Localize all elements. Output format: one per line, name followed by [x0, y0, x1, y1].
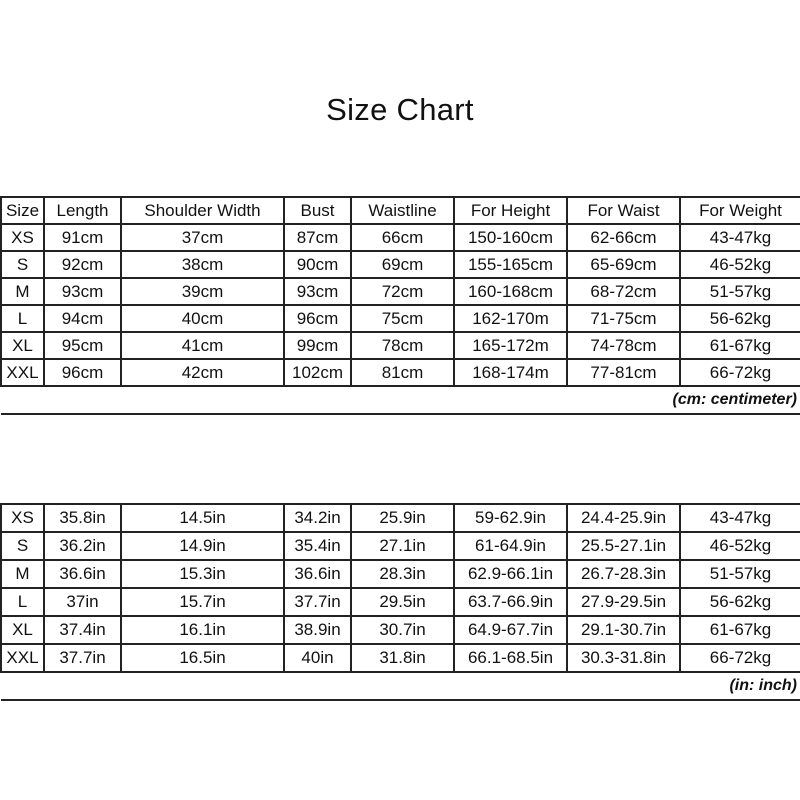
table-cell: 66.1-68.5in [454, 644, 567, 672]
table-cell: 36.2in [44, 532, 121, 560]
table-cell: 34.2in [284, 504, 351, 532]
table-cell: 66cm [351, 224, 454, 251]
column-header: For Height [454, 197, 567, 224]
table-row [1, 560, 800, 588]
table-cell: 72cm [351, 278, 454, 305]
size-table-cm [0, 196, 800, 415]
size-cell: L [1, 305, 44, 332]
table-cell: 94cm [44, 305, 121, 332]
table-cell: 96cm [44, 359, 121, 386]
size-cell: XXL [1, 359, 44, 386]
table-cell: 40in [284, 644, 351, 672]
table-cell: 43-47kg [680, 224, 800, 251]
table-cell: 59-62.9in [454, 504, 567, 532]
table-cell: 40cm [121, 305, 284, 332]
table-cell: 35.4in [284, 532, 351, 560]
column-header: For Waist [567, 197, 680, 224]
table-cell: 62.9-66.1in [454, 560, 567, 588]
table-cell: 168-174m [454, 359, 567, 386]
table-cell: 31.8in [351, 644, 454, 672]
size-cell: XXL [1, 644, 44, 672]
table-cell: 37.4in [44, 616, 121, 644]
table-cell: 78cm [351, 332, 454, 359]
size-cell: S [1, 251, 44, 278]
table-row [1, 616, 800, 644]
size-cell: XL [1, 616, 44, 644]
size-cell: L [1, 588, 44, 616]
table-cell: 64.9-67.7in [454, 616, 567, 644]
table-cell: 29.1-30.7in [567, 616, 680, 644]
table-cell: 93cm [284, 278, 351, 305]
table-cell: 81cm [351, 359, 454, 386]
table-cell: 16.1in [121, 616, 284, 644]
table-cell: 77-81cm [567, 359, 680, 386]
table-cell: 96cm [284, 305, 351, 332]
table-cell: 25.9in [351, 504, 454, 532]
table-cell: 25.5-27.1in [567, 532, 680, 560]
table-cell: 61-64.9in [454, 532, 567, 560]
table-cell: 35.8in [44, 504, 121, 532]
table-row [1, 305, 800, 332]
table-cell: 162-170m [454, 305, 567, 332]
table-cell: 56-62kg [680, 305, 800, 332]
table-cell: 65-69cm [567, 251, 680, 278]
table-cell: 36.6in [44, 560, 121, 588]
table-cell: 95cm [44, 332, 121, 359]
table-row [1, 588, 800, 616]
table-cell: 37.7in [284, 588, 351, 616]
table-row [1, 278, 800, 305]
column-header: Size [1, 197, 44, 224]
column-header: Shoulder Width [121, 197, 284, 224]
table-row [1, 332, 800, 359]
table-cell: 61-67kg [680, 616, 800, 644]
table-cell: 27.9-29.5in [567, 588, 680, 616]
table-cell: 56-62kg [680, 588, 800, 616]
table-cell: 165-172m [454, 332, 567, 359]
table-cell: 66-72kg [680, 359, 800, 386]
size-cell: XS [1, 504, 44, 532]
table-cell: 91cm [44, 224, 121, 251]
table-cell: 15.3in [121, 560, 284, 588]
table-cell: 43-47kg [680, 504, 800, 532]
table-cell: 62-66cm [567, 224, 680, 251]
table-cell: 74-78cm [567, 332, 680, 359]
table-cell: 75cm [351, 305, 454, 332]
size-cell: XL [1, 332, 44, 359]
table-row [1, 359, 800, 386]
table-cell: 14.9in [121, 532, 284, 560]
table-cell: 61-67kg [680, 332, 800, 359]
size-table-in [0, 503, 800, 701]
table-cell: 42cm [121, 359, 284, 386]
table-row [1, 504, 800, 532]
table-cell: 160-168cm [454, 278, 567, 305]
table-cell: 24.4-25.9in [567, 504, 680, 532]
size-cell: XS [1, 224, 44, 251]
size-cell: M [1, 560, 44, 588]
table-cell: 36.6in [284, 560, 351, 588]
table-cell: 51-57kg [680, 560, 800, 588]
table-cell: 37.7in [44, 644, 121, 672]
table-cell: 30.7in [351, 616, 454, 644]
unit-note-row [1, 672, 800, 700]
table-cell: 87cm [284, 224, 351, 251]
table-row [1, 532, 800, 560]
header-row [1, 197, 800, 224]
unit-note-row [1, 386, 800, 414]
table-cell: 90cm [284, 251, 351, 278]
table-row [1, 644, 800, 672]
table-cell: 71-75cm [567, 305, 680, 332]
table-cell: 26.7-28.3in [567, 560, 680, 588]
table-row [1, 224, 800, 251]
table-cell: 28.3in [351, 560, 454, 588]
column-header: Bust [284, 197, 351, 224]
unit-note: (in: inch) [1, 672, 800, 700]
table-cell: 14.5in [121, 504, 284, 532]
table-cell: 29.5in [351, 588, 454, 616]
table-cell: 30.3-31.8in [567, 644, 680, 672]
table-cell: 38cm [121, 251, 284, 278]
table-cell: 66-72kg [680, 644, 800, 672]
table-cell: 69cm [351, 251, 454, 278]
table-cell: 16.5in [121, 644, 284, 672]
table-cell: 15.7in [121, 588, 284, 616]
table-cell: 92cm [44, 251, 121, 278]
table-cell: 41cm [121, 332, 284, 359]
table-cell: 27.1in [351, 532, 454, 560]
column-header: For Weight [680, 197, 800, 224]
unit-note: (cm: centimeter) [1, 386, 800, 414]
table-cell: 39cm [121, 278, 284, 305]
table-cell: 150-160cm [454, 224, 567, 251]
table-row [1, 251, 800, 278]
column-header: Waistline [351, 197, 454, 224]
table-cell: 68-72cm [567, 278, 680, 305]
table-cell: 99cm [284, 332, 351, 359]
table-cell: 51-57kg [680, 278, 800, 305]
table-cell: 46-52kg [680, 251, 800, 278]
column-header: Length [44, 197, 121, 224]
table-cell: 155-165cm [454, 251, 567, 278]
size-cell: M [1, 278, 44, 305]
table-cell: 46-52kg [680, 532, 800, 560]
table-cell: 37cm [121, 224, 284, 251]
table-cell: 63.7-66.9in [454, 588, 567, 616]
page-title: Size Chart [326, 92, 474, 127]
table-cell: 37in [44, 588, 121, 616]
table-cell: 93cm [44, 278, 121, 305]
table-cell: 38.9in [284, 616, 351, 644]
table-cell: 102cm [284, 359, 351, 386]
size-cell: S [1, 532, 44, 560]
